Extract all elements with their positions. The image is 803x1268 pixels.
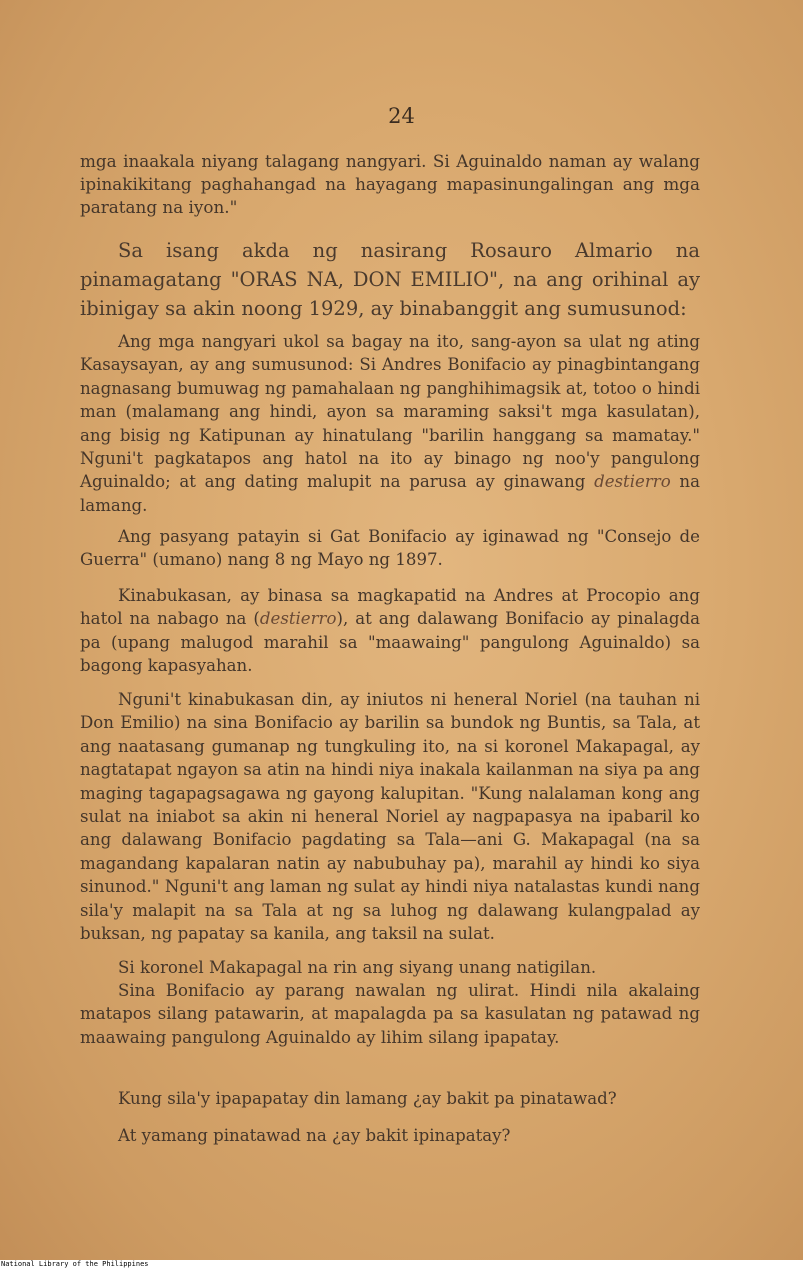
italic-term: destierro bbox=[594, 472, 671, 492]
italic-term: destierro bbox=[259, 609, 337, 629]
paragraph-history-text: Ang mga nangyari ukol sa bagay na ito, sang-ayon sa ulat ng ating Kasaysayan, ay ang sumusunod: Si Andres Bonifacio ay pinagbintangang nagnasang bumuwag ng pamahalaan ng panghihimagsik at, totoo o hindi man (malamang ang hindi, ayon sa maraming saksi't mga kasulatan), ang bisig ng Katipunan ay hinatulang "barilin hanggang sa mamatay." Nguni't pagkatapos ang hatol na ito ay binago ng noo'y pangulong Aguinaldo; at ang dating malupit na parusa ay ginawang bbox=[80, 332, 700, 492]
paragraph-kinabukasan-end: ), at ang dalawang Bonifacio ay pinalagda pa (upang malugod marahil sa "maawaing" pangulong Aguinaldo) sa bagong kapasyahan. bbox=[80, 609, 700, 676]
paragraph-noriel: Nguni't kinabukasan din, ay iniutos ni heneral Noriel (na tauhan ni Don Emilio) na sina Bonifacio ay barilin sa bundok ng Buntis, sa Tala, at ang naatasang gumanap ng tungkuling ito, na si koronel Makapagal, ay nagtatapat ngayon sa atin na hindi niya inakala kailanman na siya pa ang maging tagapagsagawa ng gayong kalupitan. "Kung nalalaman kong ang sulat na iniabot sa akin ni heneral Noriel ay nagpapasya na ipabaril ko ang dalawang Bonifacio pagdating sa Tala—ani G. Makapagal (na sa magandang kapalaran natin ay nabubuhay pa), marahil ay hindi ko siya sinunod." Nguni't ang laman ng sulat ay hindi niya natalastas kundi nang sila'y malapit na sa Tala at ng sa luhog ng dalawang kulangpalad ay buksan, ng papatay sa kanila, ang taksil na sulat. bbox=[80, 690, 700, 944]
page-number: 24 bbox=[388, 104, 415, 128]
paragraph-makapagal: Si koronel Makapagal na rin ang siyang unang natigilan. bbox=[118, 958, 597, 977]
paragraph-consejo: Ang pasyang patayin si Gat Bonifacio ay iginawad ng "Consejo de Guerra" (umano) nang 8 ng Mayo ng 1897. bbox=[80, 527, 700, 570]
paragraph-kinabukasan-start: Kinabukasan, ay binasa sa magkapatid na Andres at Procopio ang hatol na nabago na ( bbox=[80, 586, 700, 629]
paragraph-history bbox=[80, 330, 700, 517]
paragraph-question-1: Kung sila'y ipapapatay din lamang ¿ay bakit pa pinatawad? bbox=[118, 1089, 617, 1108]
paragraph-history-end: na lamang. bbox=[80, 472, 700, 515]
paragraph-question-2: At yamang pinatawad na ¿ay bakit ipinapatay? bbox=[118, 1126, 511, 1145]
paragraph-quote-end: mga inaakala niyang talagang nangyari. Si Aguinaldo naman ay walang ipinakikitang paghahangad na hayagang mapasinungalingan ang mga paratang na iyon." bbox=[80, 151, 700, 217]
paragraph-intro: Sa isang akda ng nasirang Rosauro Almario na pinamagatang "ORAS NA, DON EMILIO", na ang orihinal ay ibinigay sa akin noong 1929, ay binabanggit ang sumusunod: bbox=[80, 239, 700, 320]
paragraph-bonifacio: Sina Bonifacio ay parang nawalan ng ulirat. Hindi nila akalaing matapos silang patawarin, at mapalagda pa sa kasulatan ng patawad ng maawaing pangulong Aguinaldo ay lihim silang ipapatay. bbox=[80, 981, 700, 1047]
library-credit: National Library of the Philippines bbox=[0, 1260, 803, 1268]
paragraph-kinabukasan bbox=[80, 584, 700, 678]
